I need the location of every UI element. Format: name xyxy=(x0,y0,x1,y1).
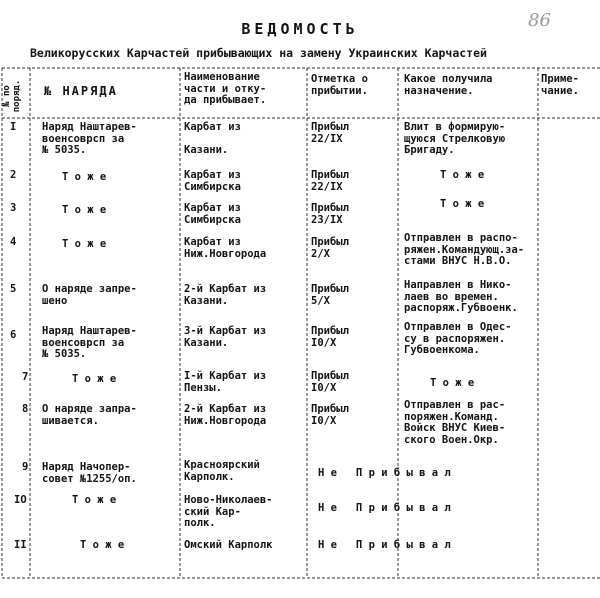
row-8-assignment: Отправлен в рас- поряжен.Команд. Войск ВНУС Киев- ского Воен.Окр. xyxy=(404,399,506,446)
document-title: ВЕДОМОСТЬ xyxy=(241,20,359,38)
row-8-number: 8 xyxy=(22,403,29,415)
row-5-assignment: Направлен в Нико- лаев во времен. распоряж.Губвоенк. xyxy=(404,279,518,314)
row-5-number: 5 xyxy=(10,283,17,295)
row-1-order: Наряд Наштарев- военсоврсп за № 5035. xyxy=(42,121,137,156)
row-10-number: IO xyxy=(14,494,27,506)
row-6-arrival: Прибыл I0/X xyxy=(311,325,349,349)
row-9-number: 9 xyxy=(22,461,29,473)
row-7-number: 7 xyxy=(22,371,29,383)
row-4-order: Т о ж е xyxy=(62,238,107,250)
row-2-unit: Карбат из Симбирска xyxy=(184,169,241,193)
row-9-unit: Красноярский Карполк. xyxy=(184,459,260,483)
row-5-unit: 2-й Карбат из Казани. xyxy=(184,283,267,307)
header-unit-name: Наименование части и отку- да прибывает. xyxy=(184,71,267,106)
header-order: № НАРЯДА xyxy=(44,84,118,98)
row-7-assignment: Т о ж е xyxy=(430,377,475,389)
row-1-unit: Карбат из Казани. xyxy=(184,121,241,156)
row-11-number: II xyxy=(14,539,27,551)
row-8-unit: 2-й Карбат из Ниж.Новгорода xyxy=(184,403,267,427)
row-1-arrival: Прибыл 22/IX xyxy=(311,121,349,145)
row-6-order: Наряд Наштарев- военсоврсп за № 5035. xyxy=(42,325,137,360)
row-10-unit: Ново-Николаев- ский Кар- полк. xyxy=(184,494,273,529)
row-9-arrival: Н е П р и б ы в а л xyxy=(318,467,451,479)
header-note: Приме- чание. xyxy=(541,73,579,97)
row-5-arrival: Прибыл 5/X xyxy=(311,283,349,307)
row-4-number: 4 xyxy=(10,236,17,248)
row-6-assignment: Отправлен в Одес- су в распоряжен. Губвоенкома. xyxy=(404,321,512,356)
row-3-order: Т о ж е xyxy=(62,204,107,216)
row-3-arrival: Прибыл 23/IX xyxy=(311,202,349,226)
header-number: № по поряд. xyxy=(2,79,22,113)
row-8-order: О наряде запра- шивается. xyxy=(42,403,137,427)
row-8-arrival: Прибыл I0/X xyxy=(311,403,349,427)
row-11-unit: Омский Карполк xyxy=(184,539,273,551)
row-11-order: Т о ж е xyxy=(80,539,125,551)
row-1-number: I xyxy=(10,121,17,133)
row-9-order: Наряд Начопер- совет №1255/оп. xyxy=(42,461,137,485)
row-4-assignment: Отправлен в распо- ряжен.Командующ.за- стами ВНУС Н.В.О. xyxy=(404,232,525,267)
row-7-arrival: Прибыл I0/X xyxy=(311,370,349,394)
row-6-number: 6 xyxy=(10,329,17,341)
row-5-order: О наряде запре- шено xyxy=(42,283,137,307)
row-4-arrival: Прибыл 2/X xyxy=(311,236,349,260)
row-10-arrival: Н е П р и б ы в а л xyxy=(318,502,451,514)
row-3-assignment: Т о ж е xyxy=(440,198,485,210)
row-3-number: 3 xyxy=(10,202,17,214)
row-4-unit: Карбат из Ниж.Новгорода xyxy=(184,236,267,260)
document-subtitle: Великорусских Карчастей прибывающих на замену Украинских Карчастей xyxy=(30,46,487,60)
row-2-order: Т о ж е xyxy=(62,171,107,183)
header-arrival: Отметка о прибытии. xyxy=(311,73,368,97)
row-11-arrival: Н е П р и б ы в а л xyxy=(318,539,451,551)
row-2-number: 2 xyxy=(10,169,17,181)
row-7-unit: I-й Карбат из Пензы. xyxy=(184,370,267,394)
row-3-unit: Карбат из Симбирска xyxy=(184,202,241,226)
folio-number: 86 xyxy=(528,10,551,31)
row-1-assignment: Влит в формирую- щуюся Стрелковую Бригаду. xyxy=(404,121,506,156)
row-6-unit: 3-й Карбат из Казани. xyxy=(184,325,267,349)
row-2-arrival: Прибыл 22/IX xyxy=(311,169,349,193)
header-assignment: Какое получила назначение. xyxy=(404,73,493,97)
row-2-assignment: Т о ж е xyxy=(440,169,485,181)
row-7-order: Т о ж е xyxy=(72,373,117,385)
row-10-order: Т о ж е xyxy=(72,494,117,506)
